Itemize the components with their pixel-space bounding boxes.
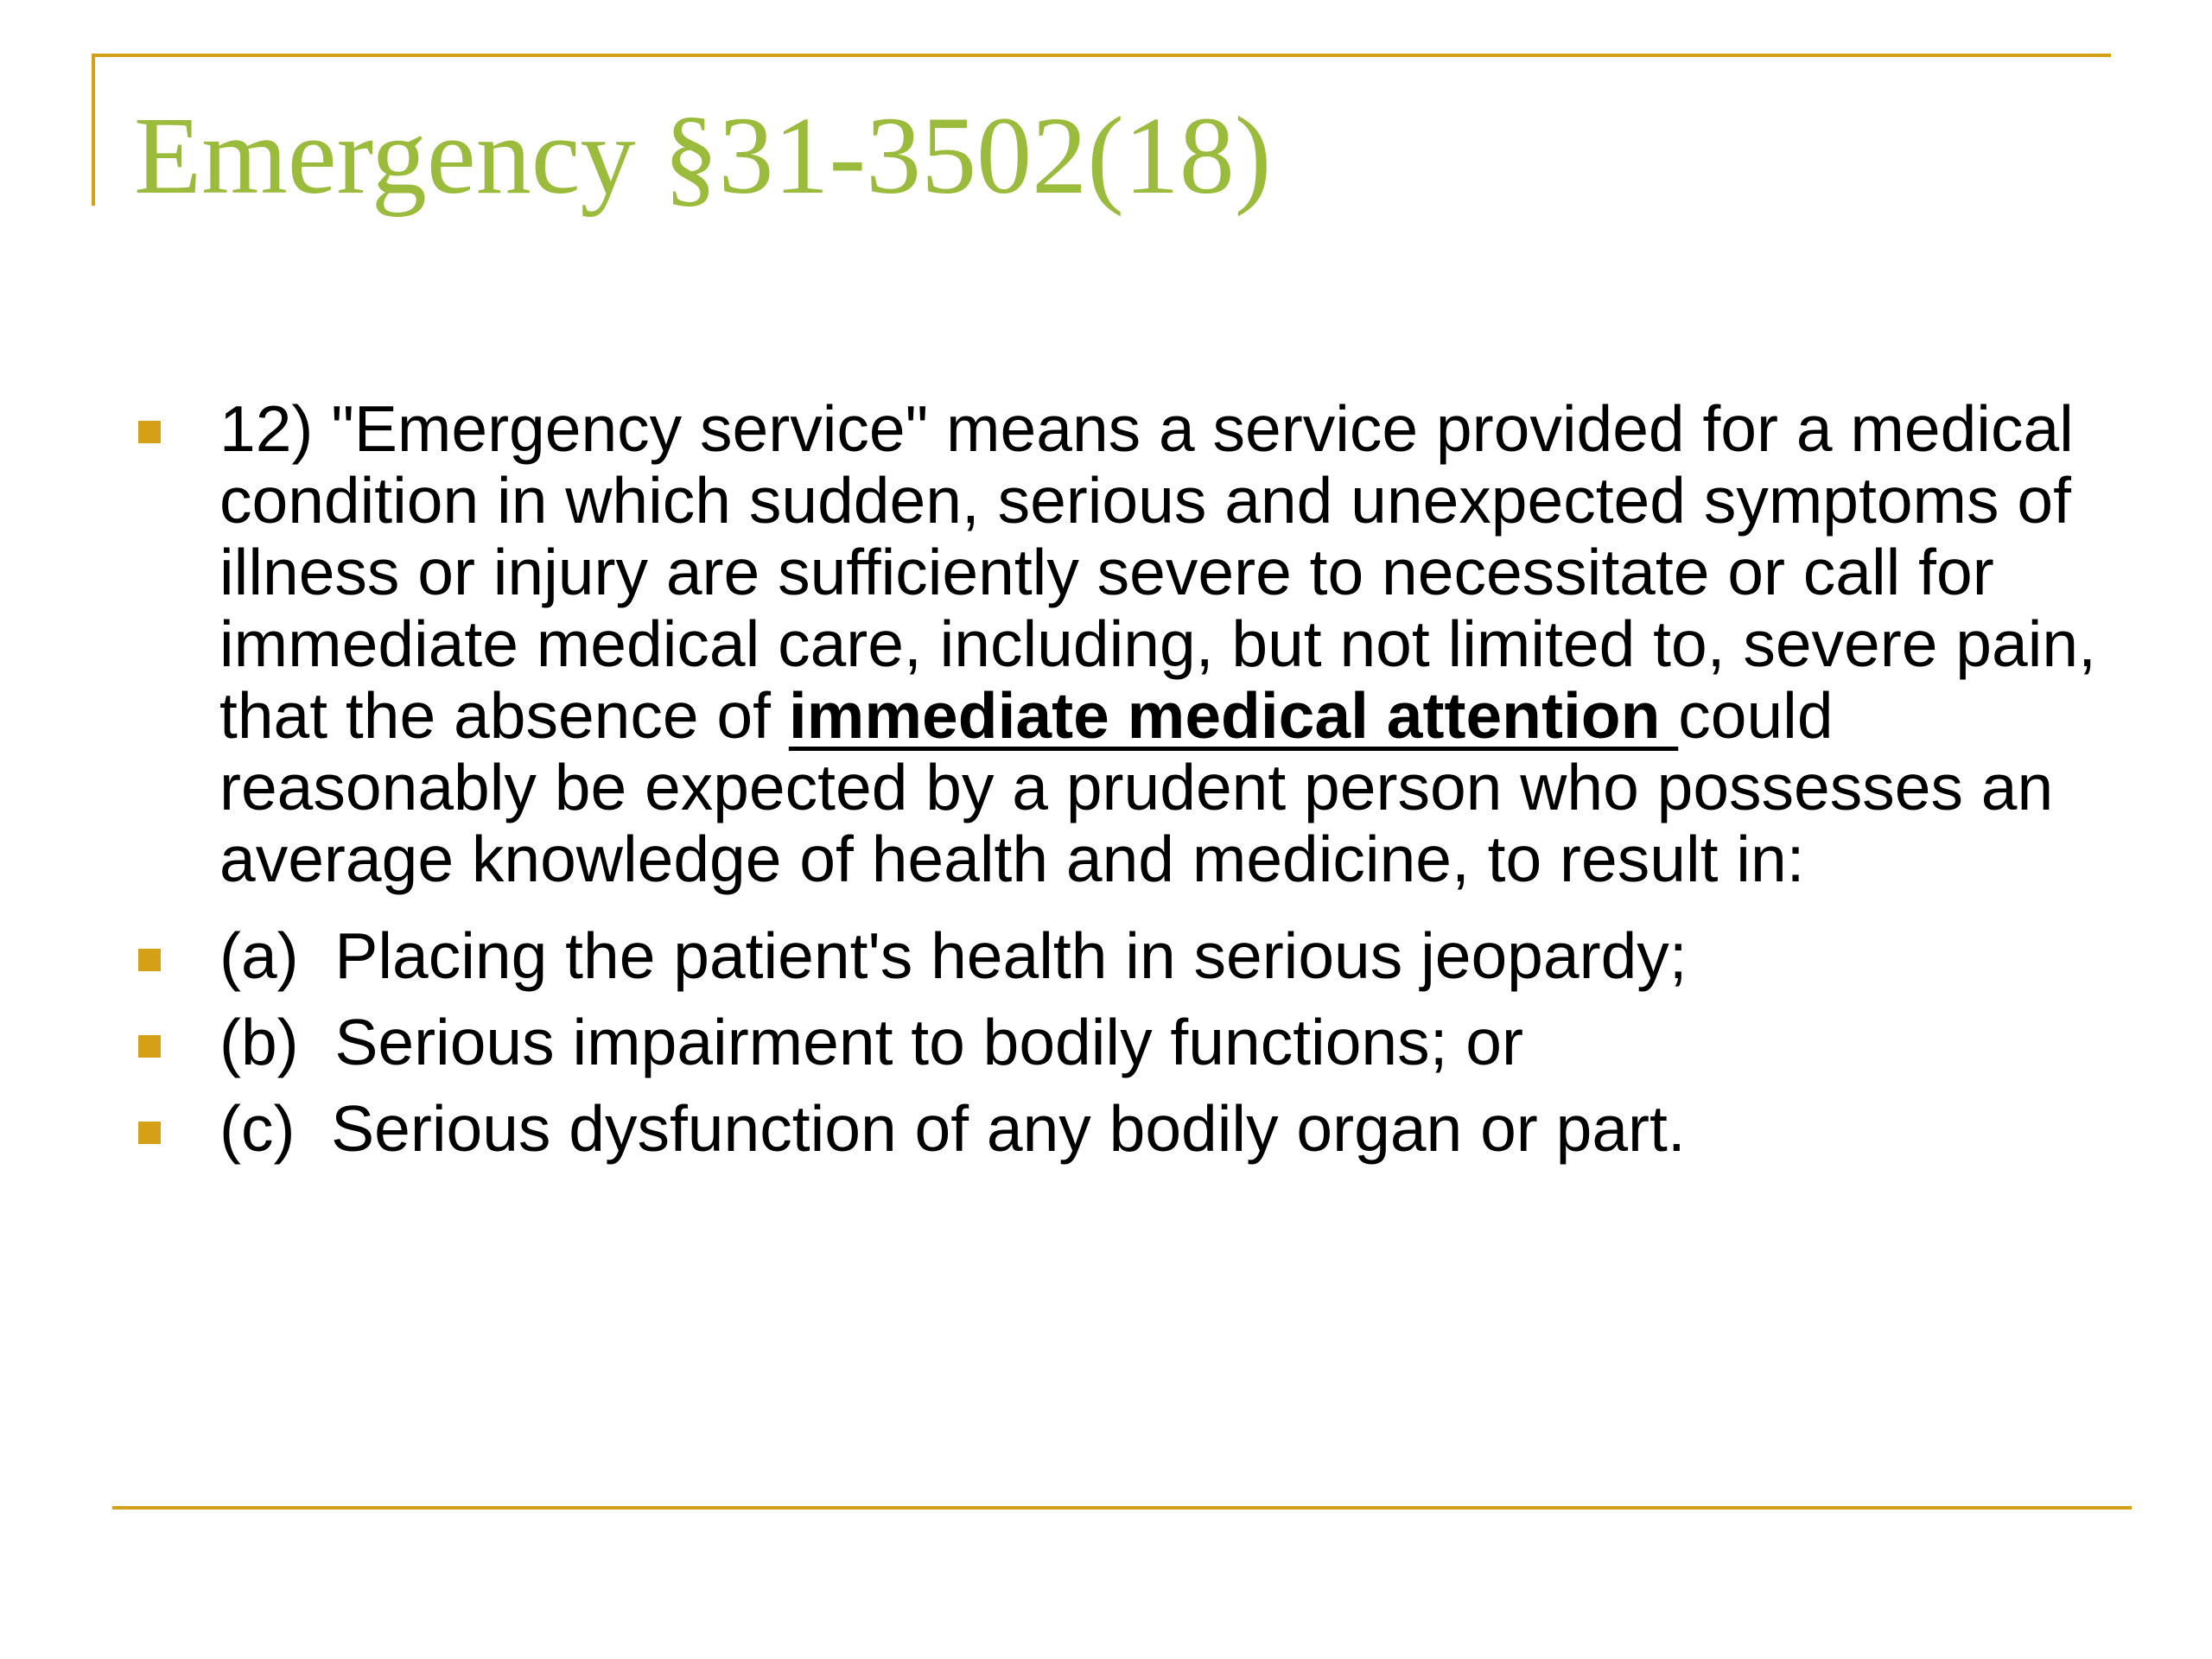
square-bullet-icon: [138, 1035, 161, 1058]
list-item-text: (b) Serious impairment to bodily functions; or: [219, 1006, 1523, 1078]
frame-top-rule: [92, 54, 2111, 57]
square-bullet-icon: [138, 1122, 161, 1144]
list-item: [130, 912, 2117, 999]
definition-text: [219, 393, 2138, 895]
definition-emphasis: immediate medical attention: [788, 679, 1679, 752]
list-item: [130, 999, 2117, 1085]
list-item: [130, 1085, 2117, 1172]
definition-outro: could reasonably be expected by a prudent person who possesses an average knowledge of health and medicine, to result in:: [219, 679, 2054, 895]
square-bullet-icon: [138, 949, 161, 971]
definition-intro: 12) "Emergency service" means a service provided for a medical condition in which sudden, serious and unexpected symptoms of illness or injury are sufficiently severe to necessitate or call for immediate medical care, including, but not limited to, severe pain, that the absence of: [219, 392, 2096, 752]
bullet-list: [130, 393, 2117, 1172]
slide-title: Emergency §31-3502(18): [134, 94, 1272, 217]
square-bullet-icon: [138, 421, 161, 443]
list-item-text: (a) Placing the patient's health in serious jeopardy;: [219, 919, 1688, 992]
frame-bottom-rule: [112, 1506, 2132, 1510]
list-item-text: (c) Serious dysfunction of any bodily organ or part.: [219, 1092, 1686, 1165]
definition-bullet: [130, 393, 2117, 895]
frame-left-rule: [92, 54, 95, 206]
